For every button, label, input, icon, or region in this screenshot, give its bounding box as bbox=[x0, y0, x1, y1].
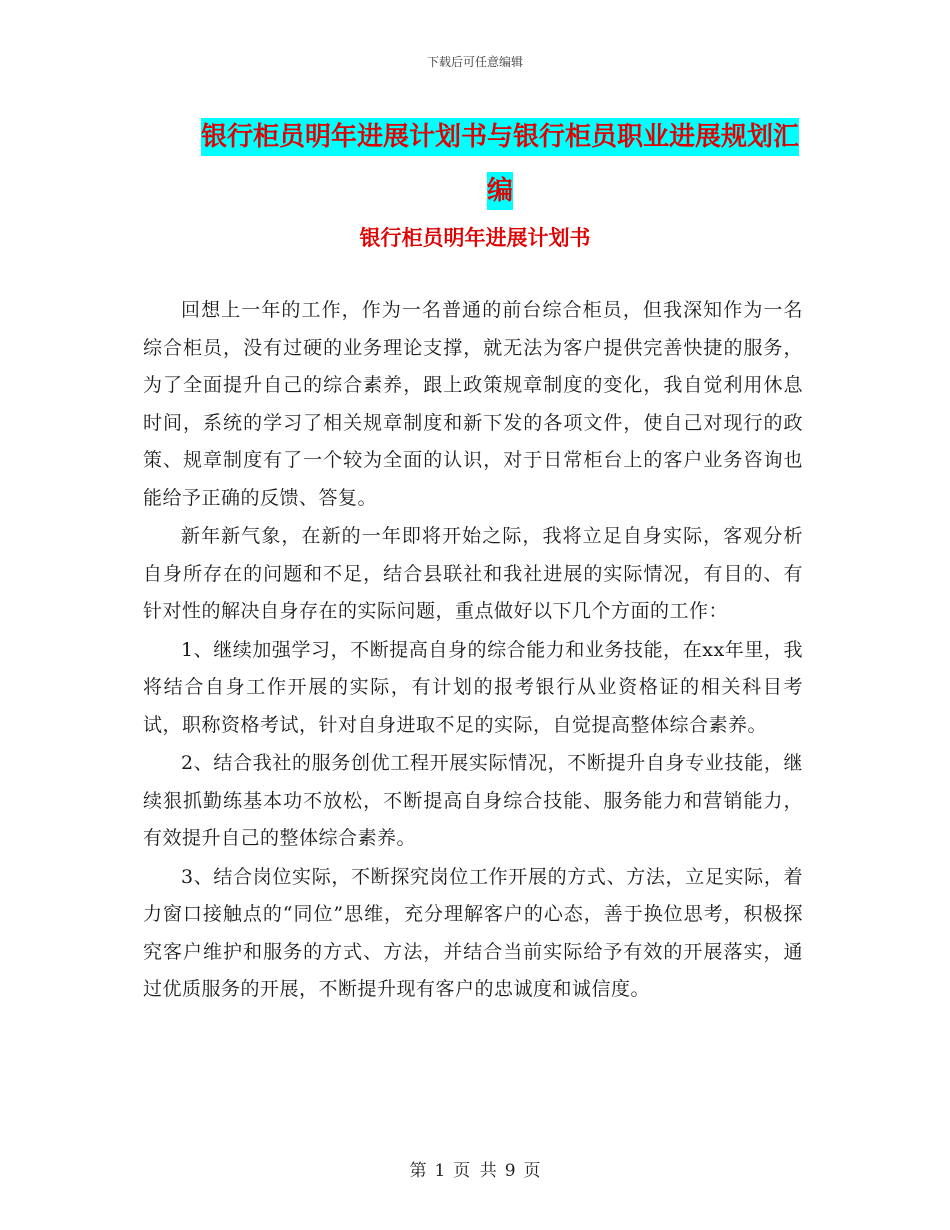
footer-suffix: 页 bbox=[523, 1161, 541, 1181]
footer-prefix: 第 bbox=[409, 1161, 427, 1181]
footer-mid: 页 共 bbox=[453, 1161, 497, 1181]
header-note: 下载后可任意编辑 bbox=[426, 55, 523, 69]
section-title: 银行柜员明年进展计划书 bbox=[359, 226, 591, 250]
paragraph: 新年新气象，在新的一年即将开始之际，我将立足自身实际，客观分析自身所存在的问题和不足，结合县联社和我社进展的实际情况，有目的、有针对性的解决自身存在的实际问题，重点做好以下几个方面的工作： bbox=[143, 525, 803, 622]
paragraph: 回想上一年的工作，作为一名普通的前台综合柜员，但我深知作为一名综合柜员，没有过硬的业务理论支撑，就无法为客户提供完善快捷的服务，为了全面提升自己的综合素养，跟上政策规章制度的变化，我自觉利用休息时间，系统的学习了相关规章制度和新下发的各项文件，使自己对现行的政策、规章制度有了一个较为全面的认识，对于日常柜台上的客户业务咨询也能给予正确的反馈、答复。 bbox=[143, 299, 803, 509]
document-title-line1: 银行柜员明年进展计划书与银行柜员职业进展规划汇 bbox=[201, 118, 799, 156]
footer-total-pages: 9 bbox=[504, 1161, 516, 1181]
footer-page-number: 1 bbox=[434, 1161, 446, 1181]
paragraph: 2、结合我社的服务创优工程开展实际情况，不断提升自身专业技能，继续狠抓勤练基本功不放松，不断提高自身综合技能、服务能力和营销能力，有效提升自己的整体综合素养。 bbox=[143, 752, 803, 849]
page-footer bbox=[0, 1156, 950, 1181]
paragraph: 3、结合岗位实际，不断探究岗位工作开展的方式、方法，立足实际，着力窗口接触点的“同位”思维，充分理解客户的心态，善于换位思考，积极探究客户维护和服务的方式、方法，并结合当前实际给予有效的开展落实，通过优质服务的开展，不断提升现有客户的忠诚度和诚信度。 bbox=[143, 865, 803, 1000]
document-body bbox=[143, 292, 803, 1010]
paragraph: 1、继续加强学习，不断提高自身的综合能力和业务技能，在xx年里，我将结合自身工作开展的实际，有计划的报考银行从业资格证的相关科目考试，职称资格考试，针对自身进取不足的实际，自觉提高整体综合素养。 bbox=[143, 638, 803, 736]
document-title bbox=[190, 110, 810, 218]
document-title-line2: 编 bbox=[487, 172, 513, 210]
